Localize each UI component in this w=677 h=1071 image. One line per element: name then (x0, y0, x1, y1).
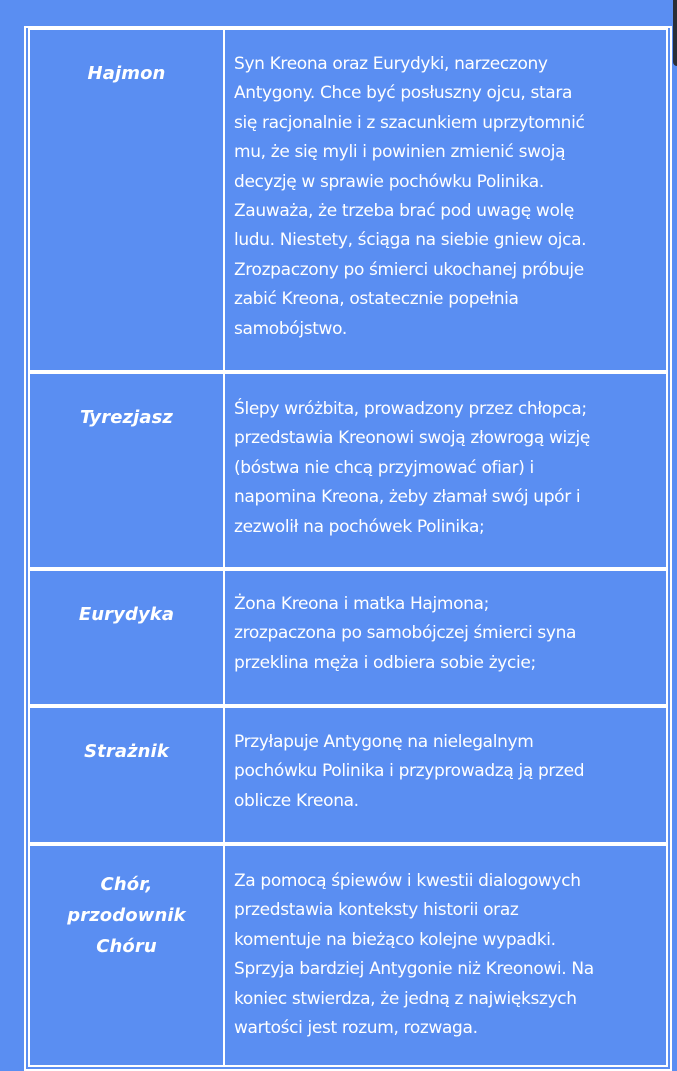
character-description: Żona Kreona i matka Hajmona; zrozpaczona po samobójczej śmierci syna przeklina męża i odbiera sobie życie; (234, 594, 577, 673)
character-name: Eurydyka (78, 604, 175, 625)
character-description: Syn Kreona oraz Eurydyki, narzeczony Antygony. Chce być posłuszny ojcu, stara się racjonalnie i z szacunkiem uprzytomnić mu, że się myli i powinien zmienić swoją decyzję w sprawie pochówku Polinika. Zauważa, że trzeba brać pod uwagę wolę ludu. Niestety, ściąga na siebie gniew ojca. Zrozpaczony po śmierci ukochanej próbuje zabić Kreona, ostatecznie popełnia samobójstwo. (234, 54, 587, 339)
character-description-cell (227, 571, 666, 704)
character-name: Hajmon (87, 63, 166, 84)
character-name: Chór, przodownik Chóru (67, 874, 186, 957)
character-name: Strażnik (84, 741, 169, 762)
character-name-cell (30, 30, 225, 370)
table-row (28, 569, 668, 706)
character-name-cell (30, 846, 225, 1065)
table-row (28, 28, 668, 372)
table-row (28, 706, 668, 844)
character-description-cell (227, 30, 666, 370)
character-description-cell (227, 374, 666, 567)
character-name: Tyrezjasz (79, 407, 173, 428)
table-row (28, 372, 668, 569)
character-name-cell (30, 374, 225, 567)
character-description: Za pomocą śpiewów i kwestii dialogowych przedstawia konteksty historii oraz komentuje na bieżąco kolejne wypadki. Sprzyja bardziej Antygonie niż Kreonowi. Na koniec stwierdza, że jedną z największych wartości jest rozum, rozwaga. (234, 871, 594, 1039)
table-row (28, 844, 668, 1067)
character-description: Ślepy wróżbita, prowadzony przez chłopca; przedstawia Kreonowi swoją złowrogą wizję (bóstwa nie chcą przyjmować ofiar) i napomina Kreona, żeby złamał swój upór i zezwolił na pochówek Polinika; (234, 399, 590, 537)
page-edge-decoration (673, 0, 677, 66)
character-description-cell (227, 708, 666, 842)
character-description-cell (227, 846, 666, 1065)
character-name-cell (30, 708, 225, 842)
character-description: Przyłapuje Antygonę na nielegalnym pochówku Polinika i przyprowadzą ją przed oblicze Kreona. (234, 732, 585, 811)
character-name-cell (30, 571, 225, 704)
characters-table (24, 26, 672, 1071)
